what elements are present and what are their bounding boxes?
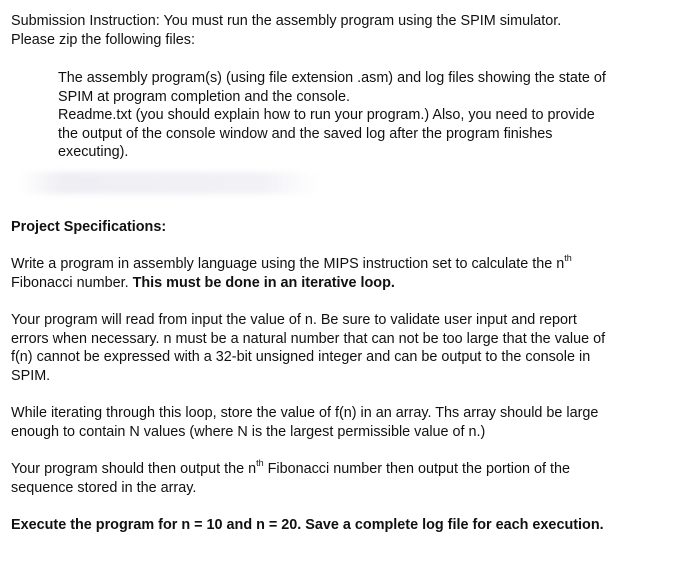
readme-line-1: Readme.txt (you should explain how to run your program.) Also, you need to provide	[58, 107, 595, 123]
p3-line-1: While iterating through this loop, store the value of f(n) in an array. Ths array should be large	[11, 405, 599, 421]
p4-line-1-pre: Your program should then output the n	[11, 461, 257, 477]
submission-line-2: Please zip the following files:	[11, 31, 195, 48]
submission-instruction	[11, 12, 675, 49]
p3-line-2: enough to contain N values (where N is the largest permissible value of n.)	[11, 423, 486, 440]
document-page	[11, 12, 675, 535]
readme-line-3: executing).	[58, 144, 129, 160]
p4-line-2: sequence stored in the array.	[11, 479, 197, 496]
superscript-th: th	[256, 458, 264, 469]
p2-line-3: f(n) cannot be expressed with a 32-bit unsigned integer and can be output to the console in	[11, 349, 591, 365]
paragraph-5	[11, 516, 675, 535]
paragraph-4	[11, 460, 675, 497]
p1-line-1: Write a program in assembly language using the MIPS instruction set to calculate the n	[11, 256, 565, 272]
asm-line-1: The assembly program(s) (using file extension .asm) and log files showing the state of	[58, 70, 606, 86]
p1-bold: This must be done in an iterative loop.	[132, 274, 395, 291]
file-list	[11, 69, 675, 162]
paragraph-2	[11, 311, 675, 385]
paragraph-3	[11, 404, 675, 441]
p2-line-2: errors when necessary. n must be a natural number that can not be too large that the value of	[11, 330, 606, 347]
p2-line-1: Your program will read from input the value of n. Be sure to validate user input and report	[11, 312, 577, 328]
section-heading: Project Specifications:	[11, 218, 167, 235]
redacted-text	[19, 172, 319, 194]
superscript-th: th	[564, 253, 572, 264]
p5-bold: Execute the program for n = 10 and n = 20. Save a complete log file for each execution.	[11, 517, 604, 533]
p4-line-1-post: Fibonacci number then output the portion of the	[263, 461, 571, 477]
asm-line-2: SPIM at program completion and the console.	[58, 88, 350, 105]
submission-line-1: Submission Instruction: You must run the assembly program using the SPIM simulator.	[11, 13, 562, 29]
readme-line-2: the output of the console window and the saved log after the program finishes	[58, 125, 553, 142]
p1-line-2: Fibonacci number.	[11, 274, 133, 291]
p2-line-4: SPIM.	[11, 367, 51, 384]
paragraph-1	[11, 255, 675, 292]
